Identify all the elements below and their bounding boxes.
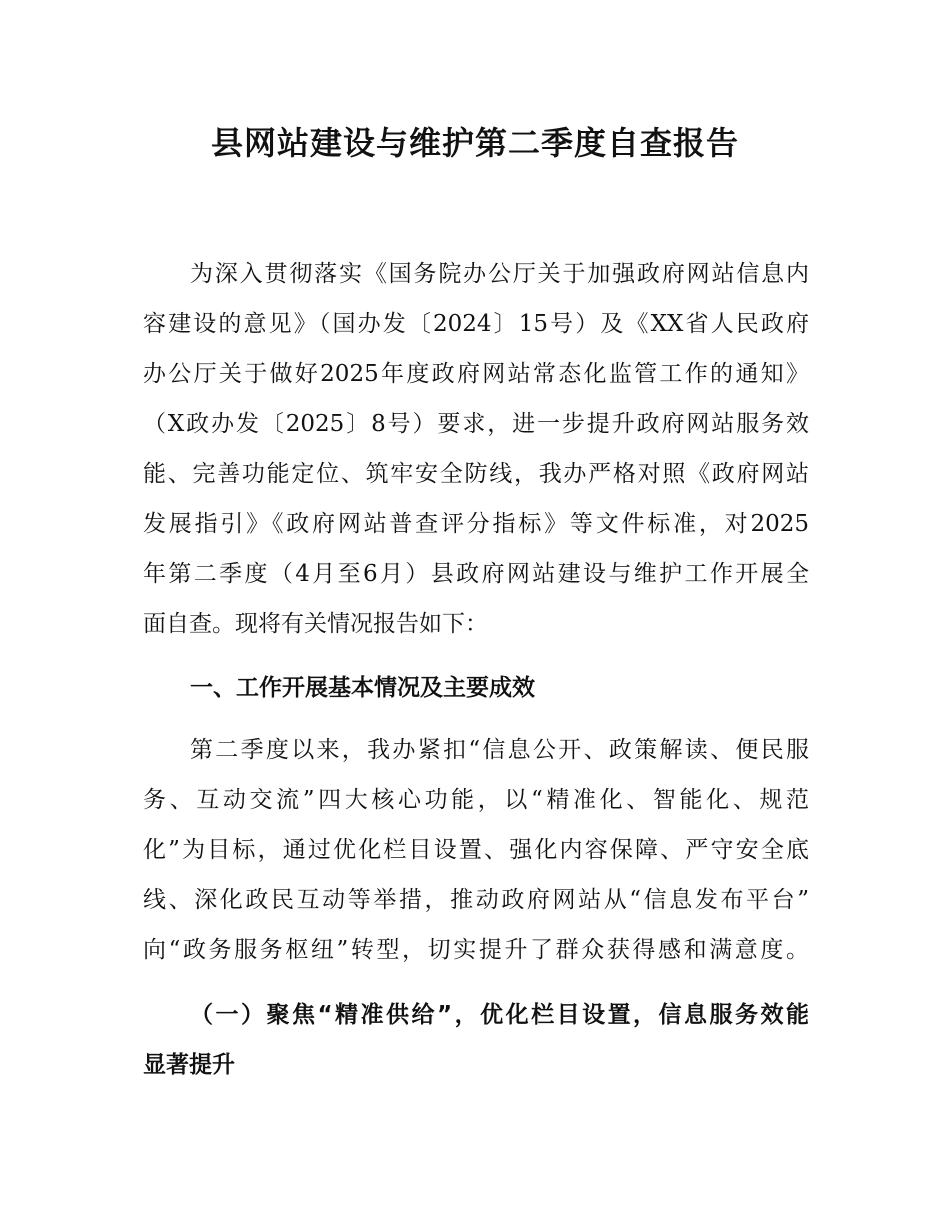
section-heading (143, 663, 809, 713)
text-line: 化”为目标，通过优化栏目设置、强化内容保障、严守安全底 (143, 837, 809, 863)
text-line: 容建设的意见》（国办发〔2024〕15号）及《XX省人民政府 (143, 311, 809, 337)
text-line: 向“政务服务枢纽”转型，切实提升了群众获得感和满意度。 (143, 937, 809, 963)
text-line: 能、完善功能定位、筑牢安全防线，我办严格对照《政府网站 (143, 461, 809, 487)
text-line: （X政办发〔2025〕8号）要求，进一步提升政府网站服务效 (143, 411, 809, 437)
text-line: 为深入贯彻落实《国务院办公厅关于加强政府网站信息内 (190, 261, 809, 287)
text-line: 线、深化政民互动等举措，推动政府网站从“信息发布平台” (143, 887, 809, 913)
section-heading-text: 一、工作开展基本情况及主要成效 (190, 675, 535, 701)
intro-paragraph (143, 249, 809, 649)
text-line: （一）聚焦“精准供给”，优化栏目设置，信息服务效能 (190, 1002, 809, 1028)
text-line: 显著提升 (143, 1052, 235, 1078)
document-title: 县网站建设与维护第二季度自查报告 (210, 124, 739, 162)
subsection-heading (143, 990, 809, 1090)
text-line: 第二季度以来，我办紧扣“信息公开、政策解读、便民服 (190, 737, 809, 763)
text-line: 发展指引》《政府网站普查评分指标》等文件标准，对2025 (143, 511, 809, 537)
section1-paragraph (143, 725, 809, 975)
text-line: 务、互动交流”四大核心功能，以“精准化、智能化、规范 (143, 787, 809, 813)
text-line: 面自查。现将有关情况报告如下： (143, 611, 488, 637)
text-line: 年第二季度（4月至6月）县政府网站建设与维护工作开展全 (143, 561, 809, 587)
text-line: 办公厅关于做好2025年度政府网站常态化监管工作的通知》 (143, 361, 809, 387)
